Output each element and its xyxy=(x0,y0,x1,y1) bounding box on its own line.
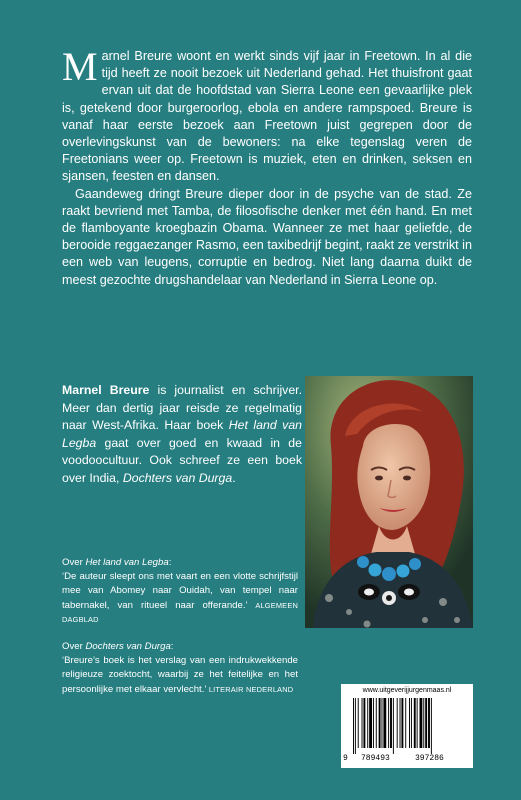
review-1-source: ALGEMEEN DAGBLAD xyxy=(62,600,298,624)
barcode-bars xyxy=(351,698,463,754)
review-1-about-suffix: : xyxy=(168,557,172,568)
barcode-bar xyxy=(401,698,403,748)
author-book-title-1: Het land van Legba xyxy=(62,418,302,450)
barcode-bar xyxy=(405,698,406,748)
barcode-digits-right: 397286 xyxy=(415,754,444,763)
barcode-bar xyxy=(414,698,416,748)
review-1-about-title: Het land van Legba xyxy=(85,557,169,568)
review-2-about-prefix: Over xyxy=(62,641,86,652)
barcode-bar xyxy=(353,698,354,754)
barcode-bar xyxy=(355,698,356,754)
author-bio-text-3: . xyxy=(232,470,236,485)
barcode-bar xyxy=(397,698,398,748)
review-2-about-title: Dochters van Durga xyxy=(85,641,171,652)
barcode-bar xyxy=(379,698,381,748)
author-photo xyxy=(305,376,473,628)
barcode-bar xyxy=(417,698,418,748)
review-2 xyxy=(62,640,298,697)
drop-cap: M xyxy=(62,44,98,89)
barcode-bar xyxy=(425,698,427,748)
barcode-bar xyxy=(362,698,363,748)
barcode-bar xyxy=(428,698,430,748)
author-portrait-image xyxy=(305,376,473,628)
isbn-barcode xyxy=(341,684,473,768)
barcode-bar xyxy=(363,698,365,748)
publisher-url: www.uitgeverijjurgenmaas.nl xyxy=(362,687,452,694)
blurb-text xyxy=(62,44,472,289)
review-1-about-prefix: Over xyxy=(62,557,86,568)
barcode-bar xyxy=(367,698,368,748)
barcode-bar xyxy=(390,698,392,748)
review-1-quote: ‘De auteur sleept ons met vaart en een vlotte schrijfstijl mee van Abomey naar Ouidah, van tempel naar tabernakel, van ritueel naar offerande.’ xyxy=(62,571,298,611)
barcode-bar xyxy=(373,698,374,748)
blurb-paragraph-1 xyxy=(62,44,472,186)
barcode-bar xyxy=(409,698,410,748)
author-bio-text-2: gaat over goed en kwaad in de voodoocultuur. Ook schreef ze een boek over India, xyxy=(62,435,302,485)
barcode-bar xyxy=(358,698,359,748)
author-bio xyxy=(62,382,302,487)
barcode-bar xyxy=(393,698,394,754)
barcode-bar xyxy=(376,698,377,748)
review-2-quote: ‘Breure’s boek is het verslag van een indrukwekkende religieuze zoektocht, waarbij ze het feitelijke en het persoonlijke met elkaar vervlecht.’ xyxy=(62,655,298,695)
barcode-bar xyxy=(400,698,401,748)
blurb-paragraph-1-text: arnel Breure woont en werkt sinds vijf jaar in Freetown. In al die tijd heeft ze nooit bezoek uit Nederland gehad. Het thuisfront gaat ervan uit dat de hoofdstad van Sierra Leone een gevaarlijke plek is, getekend door burgeroorlog, ebola en andere rampspoed. Breure is vanaf haar eerste bezoek aan Freetown juist gegrepen door de overlevingskunst van de bewoners: na elke tegenslag veren de Freetonians weer op. Freetown is muziek, eten en drinken, seksen en sjansen, feesten en dansen. xyxy=(62,49,472,184)
author-name: Marnel Breure xyxy=(62,383,150,397)
author-bio-text-1: is journalist en schrijver. Meer dan dertig jaar reisde ze regelmatig naar West-Afrika. Haar boek xyxy=(62,383,303,432)
barcode-digit-first: 9 xyxy=(343,754,348,763)
barcode-bar xyxy=(411,698,412,748)
barcode-bar xyxy=(431,698,432,754)
review-2-source: LITERAIR NEDERLAND xyxy=(208,684,294,694)
review-1 xyxy=(62,556,298,627)
review-2-about-suffix: : xyxy=(170,641,174,652)
barcode-bar xyxy=(423,698,424,748)
barcode-bar xyxy=(388,698,389,748)
barcode-bar xyxy=(369,698,372,748)
author-book-title-2: Dochters van Durga xyxy=(122,470,233,485)
blurb-paragraph-2: Gaandeweg dringt Breure dieper door in de psyche van de stad. Ze raakt bevriend met Tamba, de filosofische denker met één hand. En met de flamboyante kroegbazin Obama. Wanneer ze met haar geliefde, de berooide reggaezanger Rasmo, een taxibedrijf begint, raakt ze verstrikt in een web van leugens, corruptie en bedrog. Niet lang daarna duikt de meest gezochte drugshandelaar van Nederland in Sierra Leone op. xyxy=(62,186,472,287)
barcode-bar xyxy=(382,698,383,748)
barcode-bar xyxy=(383,698,386,748)
barcode-digits-left: 789493 xyxy=(361,754,390,763)
barcode-bar xyxy=(420,698,423,748)
